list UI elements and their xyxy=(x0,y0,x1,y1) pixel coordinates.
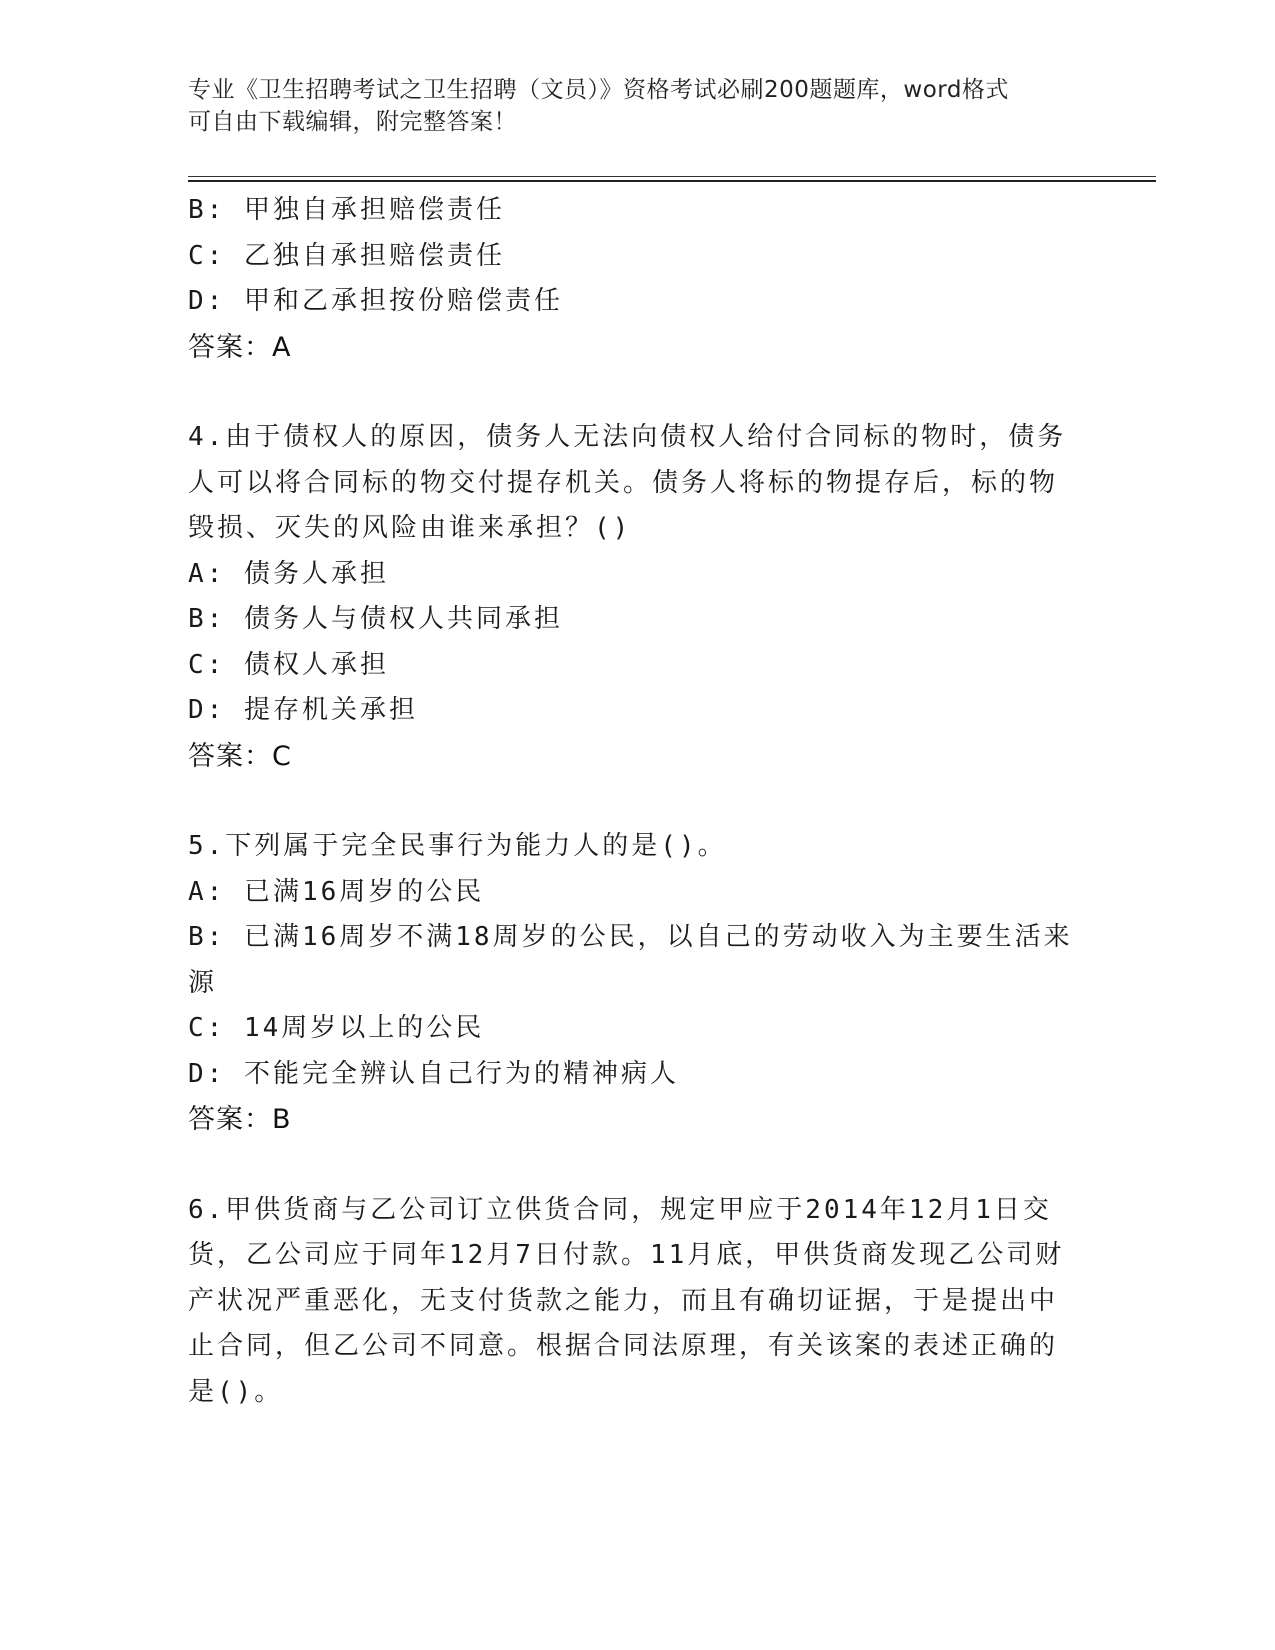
header-line-2: 可自由下载编辑，附完整答案！ xyxy=(188,109,517,135)
spacer xyxy=(188,779,1088,824)
question-stem-line: 货，乙公司应于同年12月7日付款。11月底，甲供货商发现乙公司财 xyxy=(188,1240,1065,1270)
option-b: B: 已满16周岁不满18周岁的公民，以自己的劳动收入为主要生活来 xyxy=(188,922,1073,952)
option-d: D: 提存机关承担 xyxy=(188,695,418,725)
question-stem-line: 产状况严重恶化，无支付货款之能力，而且有确切证据，于是提出中 xyxy=(188,1285,1059,1316)
header-divider-thin xyxy=(188,176,1156,177)
option-b: B: 债务人与债权人共同承担 xyxy=(188,604,563,634)
answer-line: 答案：C xyxy=(188,740,292,772)
answer-line: 答案：B xyxy=(188,1104,292,1135)
question-stem-line: 止合同，但乙公司不同意。根据合同法原理，有关该案的表述正确的 xyxy=(188,1331,1059,1361)
option-c: C: 乙独自承担赔偿责任 xyxy=(188,240,505,271)
header-divider-thick xyxy=(188,180,1156,182)
spacer xyxy=(188,370,1088,415)
document-body xyxy=(188,188,1088,1415)
option-c: C: 债权人承担 xyxy=(188,649,389,680)
question-stem-line: 人可以将合同标的物交付提存机关。债务人将标的物提存后，标的物 xyxy=(188,467,1059,498)
option-b-continued: 源 xyxy=(188,967,218,998)
question-stem-line: 4.由于债权人的原因，债务人无法向债权人给付合同标的物时，债务 xyxy=(188,422,1067,452)
question-stem-line: 5.下列属于完全民事行为能力人的是()。 xyxy=(188,831,727,861)
question-3-tail xyxy=(188,188,1088,370)
option-d: D: 不能完全辨认自己行为的精神病人 xyxy=(188,1058,679,1089)
option-d: D: 甲和乙承担按份赔偿责任 xyxy=(188,286,563,316)
option-a: A: 已满16周岁的公民 xyxy=(188,876,485,907)
question-6 xyxy=(188,1188,1088,1416)
question-4 xyxy=(188,415,1088,779)
option-b: B: 甲独自承担赔偿责任 xyxy=(188,195,505,225)
header-line-1: 专业《卫生招聘考试之卫生招聘（文员）》资格考试必刷200题题库，word格式 xyxy=(188,77,1009,103)
document-header xyxy=(188,74,1088,138)
answer-line: 答案：A xyxy=(188,331,292,363)
question-stem-line: 毁损、灭失的风险由谁来承担？() xyxy=(188,513,632,543)
spacer xyxy=(188,1143,1088,1188)
option-a: A: 债务人承担 xyxy=(188,558,389,589)
question-5 xyxy=(188,824,1088,1143)
question-stem-line: 6.甲供货商与乙公司订立供货合同，规定甲应于2014年12月1日交 xyxy=(188,1194,1052,1225)
question-stem-line: 是()。 xyxy=(188,1376,284,1407)
option-c: C: 14周岁以上的公民 xyxy=(188,1013,485,1043)
